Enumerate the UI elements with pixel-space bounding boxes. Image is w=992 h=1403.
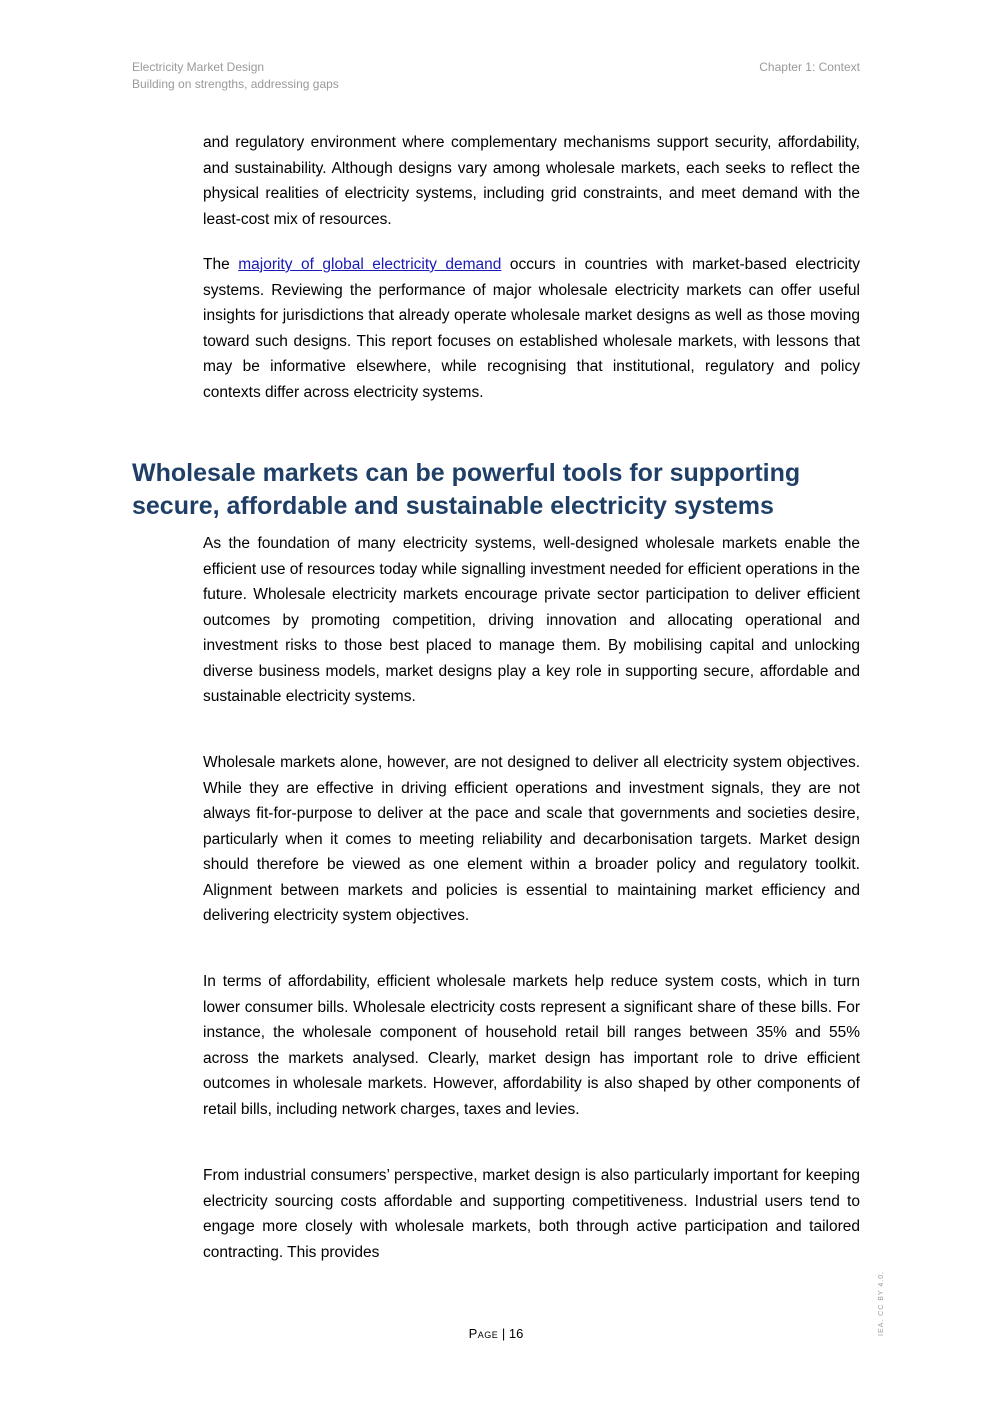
section-paragraph-3: In terms of affordability, efficient wholesale markets help reduce system costs, which in turn lower consumer bills. Wholesale electricity costs represent a significant share of these bills. For instance, the wholesale component of household retail bill ranges between 35% and 55% across the markets analysed. Clearly, market design has important role to drive efficient outcomes in wholesale markets. However, affordability is also shaped by other components of retail bills, including network charges, taxes and levies. bbox=[203, 973, 860, 1118]
section-heading: Wholesale markets can be powerful tools for supporting secure, affordable and sustainable electricity systems bbox=[132, 459, 801, 520]
intro-paragraph-2 bbox=[203, 252, 860, 405]
intro-paragraph-2-start: The bbox=[203, 256, 239, 273]
section-paragraph-1: As the foundation of many electricity systems, well-designed wholesale markets enable the efficient use of resources today while signalling investment needed for efficient operations in the future. Wholesale electricity markets encourage private sector participation to deliver efficient outcomes by promoting competition, driving innovation and allocating operational and investment risks to those best placed to manage them. By mobilising capital and unlocking diverse business models, market designs play a key role in supporting secure, affordable and sustainable electricity systems. bbox=[203, 535, 860, 705]
document-title: Electricity Market Design bbox=[132, 60, 265, 74]
intro-paragraph-1: and regulatory environment where complementary mechanisms support security, affordability, and sustainability. Although designs vary among wholesale markets, each seeks to reflect the physical realities of electricity systems, including grid constraints, and meet demand with the least-cost mix of resources. bbox=[203, 134, 860, 228]
header-left bbox=[132, 59, 339, 93]
page-label: Page bbox=[468, 1326, 499, 1341]
running-header bbox=[132, 59, 860, 93]
page-footer bbox=[0, 1326, 992, 1341]
chapter-label: Chapter 1: Context bbox=[759, 60, 860, 74]
page-number: 16 bbox=[508, 1326, 524, 1341]
section-paragraph-4: From industrial consumers’ perspective, market design is also particularly important for keeping electricity sourcing costs affordable and supporting competitiveness. Industrial users tend to engage more closely with wholesale markets, both through active participation and tailored contracting. This provides bbox=[203, 1167, 860, 1261]
document-subtitle: Building on strengths, addressing gaps bbox=[132, 77, 339, 91]
intro-paragraph-2-rest: occurs in countries with market-based electricity systems. Reviewing the performance of major wholesale electricity markets can offer useful insights for jurisdictions that already operate wholesale market designs as well as those moving toward such designs. This report focuses on established wholesale markets, with lessons that may be informative elsewhere, while recognising that institutional, regulatory and policy contexts differ across electricity systems. bbox=[203, 256, 861, 401]
global-demand-link[interactable]: majority of global electricity demand bbox=[238, 256, 502, 273]
section-paragraph-2: Wholesale markets alone, however, are not designed to deliver all electricity system objectives. While they are effective in driving efficient operations and investment signals, they are not always fit-for-purpose to deliver at the pace and scale that governments and societies desire, particularly when it comes to meeting reliability and decarbonisation targets. Market design should therefore be viewed as one element within a broader policy and regulatory toolkit. Alignment between markets and policies is essential to maintaining market efficiency and delivering electricity system objectives. bbox=[203, 754, 860, 924]
page-separator: | bbox=[498, 1326, 509, 1341]
license-mark: IEA. CC BY 4.0. bbox=[878, 1270, 885, 1336]
